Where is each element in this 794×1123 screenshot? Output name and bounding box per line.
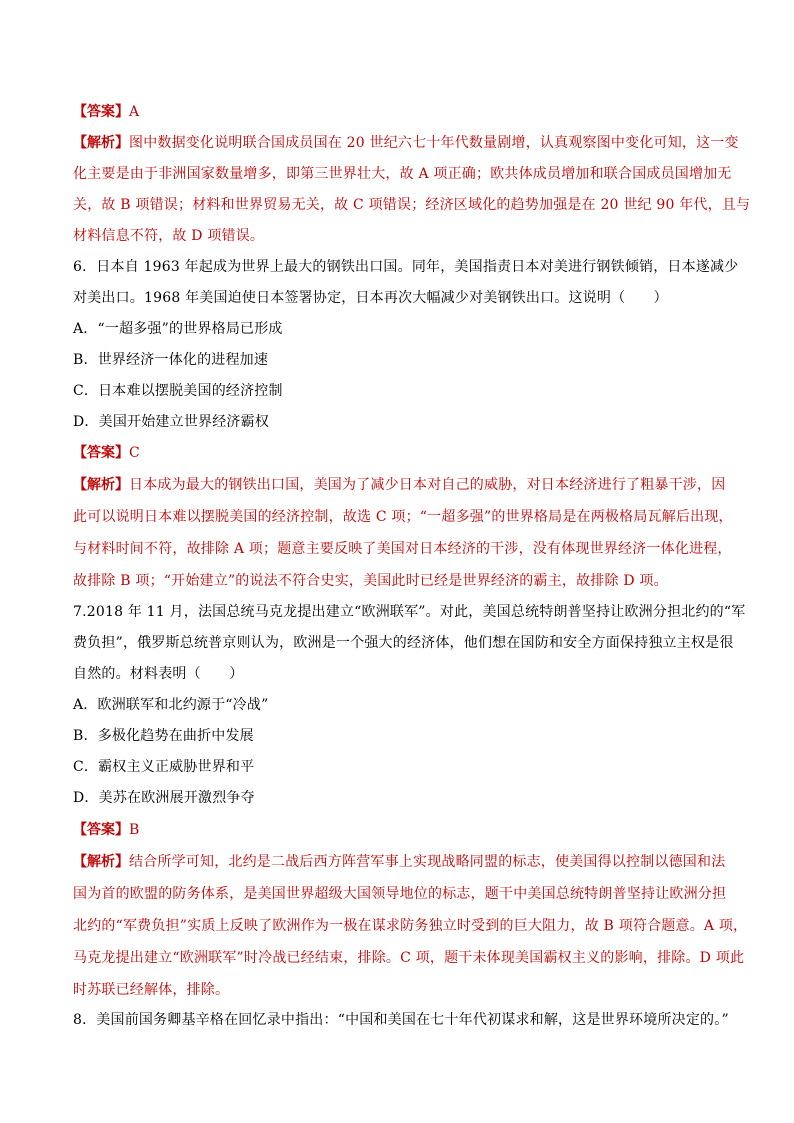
q7-analysis-line-1 — [73, 852, 725, 872]
q6-analysis-line-1 — [73, 475, 725, 495]
q7-stem-line-1: 7.2018 年 11 月，法国总统马克龙提出建立“欧洲联军”。对此，美国总统特朗普坚持让欧洲分担北约的“军 — [73, 604, 746, 620]
q7-analysis-line-2: 国为首的欧盟的防务体系，是美国世界超级大国领导地位的标志，题干中美国总统特朗普坚持让欧洲分担 — [73, 886, 727, 902]
q6-option-c: C．日本难以摆脱美国的经济控制 — [73, 383, 283, 399]
q6-stem-line-2: 对美出口。1968 年美国迫使日本签署协定，日本再次大幅减少对美钢铁出口。这说明（ ） — [73, 290, 668, 306]
analysis-text: 日本成为最大的钢铁出口国，美国为了减少日本对自己的威胁，对日本经济进行了粗暴干涉，因 — [129, 477, 726, 493]
q5-analysis-line-2: 化主要是由于非洲国家数量增多，即第三世界壮大，故 A 项正确；欧共体成员增加和联合国成员国增加无 — [73, 166, 732, 182]
q5-analysis-line-3: 关，故 B 项错误；材料和世界贸易无关，故 C 项错误；经济区域化的趋势加强是在 20 世纪 90 年代，且与 — [73, 197, 751, 213]
q7-analysis-line-5: 时苏联已经解体，排除。 — [73, 982, 230, 998]
q7-option-a: A．欧洲联军和北约源于“冷战” — [73, 697, 269, 713]
analysis-label: 【解析】 — [73, 854, 129, 870]
q6-answer — [73, 443, 140, 463]
q6-analysis-line-2: 此可以说明日本难以摆脱美国的经济控制，故选 C 项；“一超多强”的世界格局是在两极格局瓦解后出现， — [73, 509, 733, 525]
answer-label: 【答案】 — [73, 822, 129, 838]
q5-answer — [73, 102, 139, 122]
q7-option-b: B．多极化趋势在曲折中发展 — [73, 728, 254, 744]
answer-value: A — [129, 104, 140, 120]
q5-analysis-line-1 — [73, 133, 739, 153]
q6-stem-line-1: 6．日本自 1963 年起成为世界上最大的钢铁出口国。同年，美国指责日本对美进行钢铁倾销，日本遂减少 — [73, 259, 739, 275]
analysis-text: 结合所学可知，北约是二战后西方阵营军事上实现战略同盟的标志，使美国得以控制以德国和法 — [129, 854, 726, 870]
q6-option-b: B．世界经济一体化的进程加速 — [73, 352, 269, 368]
analysis-label: 【解析】 — [73, 135, 129, 151]
q6-option-a: A．“一超多强”的世界格局已形成 — [73, 321, 283, 337]
answer-label: 【答案】 — [73, 445, 129, 461]
q6-analysis-line-3: 与材料时间不符，故排除 A 项；题意主要反映了美国对日本经济的干涉，没有体现世界经济一体化进程， — [73, 541, 732, 557]
answer-label: 【答案】 — [73, 104, 129, 120]
answer-value: C — [129, 445, 140, 461]
analysis-text: 图中数据变化说明联合国成员国在 20 世纪六七十年代数量剧增，认真观察图中变化可知，这一变 — [129, 135, 739, 151]
q6-option-d: D．美国开始建立世界经济霸权 — [73, 414, 270, 430]
q5-analysis-line-4: 材料信息不符，故 D 项错误。 — [73, 228, 265, 244]
q7-stem-line-3: 自然的。材料表明（ ） — [73, 666, 244, 682]
q7-option-d: D．美苏在欧洲展开激烈争夺 — [73, 790, 255, 806]
q6-analysis-line-4: 故排除 B 项；“开始建立”的说法不符合史实，美国此时已经是世界经济的霸主，故排除 D 项。 — [73, 573, 668, 589]
q7-analysis-line-4: 马克龙提出建立“欧洲联军”时冷战已经结束，排除。C 项，题干未体现美国霸权主义的影响，排除。D 项此 — [73, 950, 745, 966]
q8-stem-line-1: 8．美国前国务卿基辛格在回忆录中指出：“中国和美国在七十年代初谋求和解，这是世界环境所决定的。” — [73, 1012, 729, 1028]
q7-stem-line-2: 费负担”，俄罗斯总统普京则认为，欧洲是一个强大的经济体，他们想在国防和安全方面保持独立主权是很 — [73, 635, 734, 651]
answer-value: B — [129, 822, 140, 838]
q7-analysis-line-3: 北约的“军费负担”实质上反映了欧洲作为一极在谋求防务独立时受到的巨大阻力，故 B 项符合题意。A 项， — [73, 918, 748, 934]
analysis-label: 【解析】 — [73, 477, 129, 493]
q7-option-c: C．霸权主义正威胁世界和平 — [73, 759, 255, 775]
q7-answer — [73, 820, 140, 840]
